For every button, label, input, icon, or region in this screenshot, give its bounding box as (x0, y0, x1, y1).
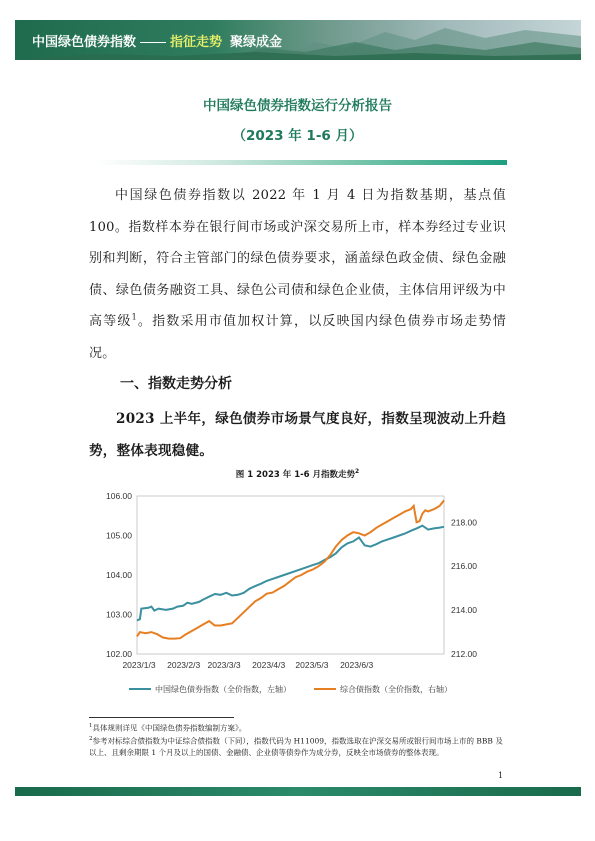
y-right-tick-label: 214.00 (451, 605, 477, 616)
intro-text: 中国绿色债券指数以 2022 年 1 月 4 日为指数基期，基点值100。指数样本券在银行间市场或沪深交易所上市，样本券经过专业识别和判断，符合主管部门的绿色债券要求，涵盖绿色政金债、绿色金融债、绿色债务融资工具、绿色公司债和绿色企业债，主体信用评级为中高等级 (89, 188, 506, 329)
legend-label-1: 中国绿色债券指数（全价指数，左轴） (155, 685, 291, 694)
x-tick-label: 2023/3/3 (207, 660, 241, 670)
banner-slogan-1: 指征走势 (170, 35, 223, 50)
x-tick-label: 2023/2/3 (167, 660, 201, 670)
intro-text-tail: 。指数采用市值加权计算，以反映国内绿色债券市场走势情况。 (89, 314, 506, 361)
index-trend-chart (89, 484, 509, 709)
y-right-tick-label: 216.00 (451, 561, 477, 572)
y-left-tick-label: 105.00 (106, 530, 132, 541)
footnote-1: $^1$具体规则详见《中国绿色债券指数编制方案》。 (89, 723, 247, 733)
y-right-tick-label: 212.00 (451, 649, 477, 659)
x-tick-label: 2023/6/3 (340, 660, 374, 670)
banner-slogan-2: 聚绿成金 (230, 35, 283, 50)
plot-frame (137, 496, 444, 654)
header-banner (15, 20, 581, 60)
footer-bar (15, 787, 581, 796)
y-left-tick-label: 102.00 (106, 649, 132, 659)
footnotes (89, 721, 509, 759)
figure-title-text: 图 1 2023 年 1-6 月指数走势 (235, 470, 356, 480)
banner-slogan (32, 31, 282, 50)
legend-label-2: 综合债指数（全价指数，右轴） (340, 685, 452, 694)
section-heading: 一、指数走势分析 (120, 376, 232, 392)
page-number: 1 (498, 771, 504, 780)
figure-title (0, 468, 595, 480)
x-tick-label: 2023/4/3 (252, 660, 286, 670)
series-line-2 (137, 500, 444, 638)
x-tick-label: 2023/1/3 (122, 660, 156, 670)
banner-main-text: 中国绿色债券指数 (32, 35, 137, 50)
series-line-1 (137, 526, 444, 621)
y-left-tick-label: 106.00 (106, 491, 132, 501)
intro-paragraph (89, 180, 506, 369)
y-left-tick-label: 104.00 (106, 570, 132, 580)
summary-paragraph: 2023 上半年，绿色债券市场景气度良好，指数呈现波动上升趋势，整体表现稳健。 (89, 411, 506, 459)
footnote-ref-2[interactable]: 2 (355, 468, 360, 476)
footnote-divider (89, 717, 234, 718)
report-title: 中国绿色债券指数运行分析报告 (203, 98, 392, 114)
footnote-ref-1[interactable]: 1 (131, 312, 137, 322)
footnote-2: $^2$参考对标综合债指数为中证综合债指数（下同），指数代码为 H11009，指数选取在沪深交易所或银行间市场上市的 BBB 及以上、且剩余期限 1 个月及以上的国债、金融债、企业债等债券作为成分券，反映全市场债券的整体表现。 (89, 736, 503, 757)
y-left-tick-label: 103.00 (106, 609, 132, 620)
title-underline (95, 160, 507, 165)
banner-dash (140, 42, 166, 43)
y-right-tick-label: 218.00 (451, 517, 477, 528)
x-tick-label: 2023/5/3 (295, 660, 329, 670)
report-period: （2023 年 1-6 月） (232, 128, 363, 144)
